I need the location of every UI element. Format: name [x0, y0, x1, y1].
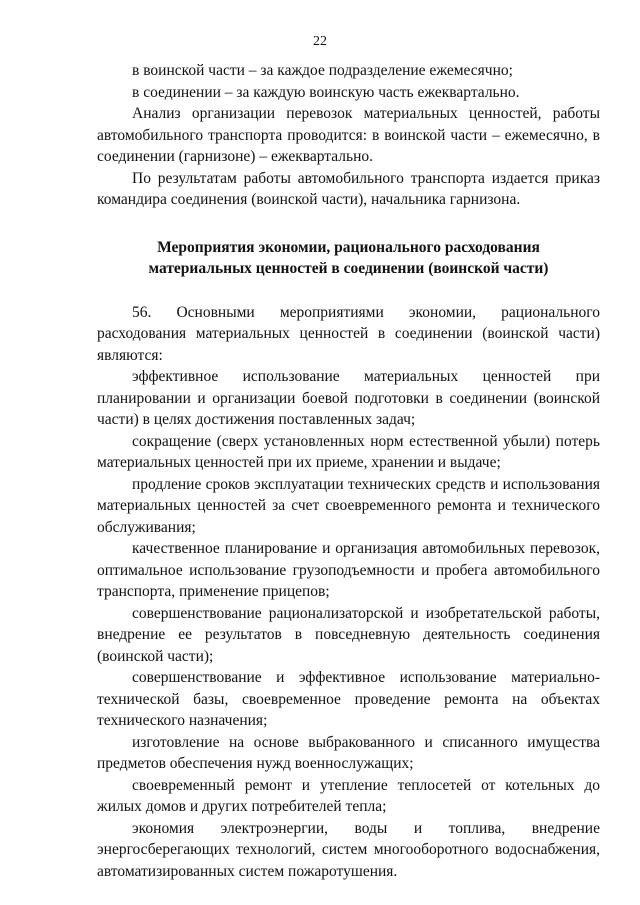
- page-number: 22: [313, 34, 327, 49]
- list-item: сокращение (сверх установленных норм естественной убыли) потерь материальных ценностей при их приеме, хранении и выдаче;: [97, 432, 600, 471]
- paragraph: в воинской части – за каждое подразделение ежемесячно;: [132, 62, 513, 79]
- list-item: продление сроков эксплуатации технических средств и использования материальных ценностей за счет своевременного ремонта и технического обслуживания;: [97, 475, 600, 536]
- paragraph: Анализ организации перевозок материальных ценностей, работы автомобильного транспорта проводится: в воинской части – ежемесячно, в соединении (гарнизоне) – ежеквартально.: [97, 105, 600, 165]
- list-item: эффективное использование материальных ценностей при планировании и организации боевой подготовки в соединении (воинской части) в целях достижения поставленных задач;: [97, 368, 600, 428]
- paragraph: в соединении – за каждую воинскую часть ежеквартально.: [132, 83, 520, 101]
- paragraph: 56. Основными мероприятиями экономии, рационального расходования материальных ценностей в соединении (воинской части) являются:: [97, 303, 600, 364]
- section-heading-line: Мероприятия экономии, рационального расходования: [157, 238, 540, 256]
- paragraph: По результатам работы автомобильного транспорта издается приказ командира соединения (воинской части), начальника гарнизона.: [97, 169, 600, 208]
- list-item: изготовление на основе выбракованного и списанного имущества предметов обеспечения нужд военнослужащих;: [97, 733, 600, 772]
- list-item: совершенствование и эффективное использование материально-технической базы, своевременное проведение ремонта на объектах технического назначения;: [97, 669, 600, 729]
- section-heading: [97, 237, 600, 279]
- list-item: своевременный ремонт и утепление теплосетей от котельных до жилых домов и других потребителей тепла;: [97, 776, 600, 815]
- section-heading-line: материальных ценностей в соединении (воинской части): [148, 259, 549, 277]
- list-item: качественное планирование и организация автомобильных перевозок, оптимальное использование грузоподъемности и пробега автомобильного транспорта, применение прицепов;: [97, 540, 600, 600]
- list-item: экономия электроэнергии, воды и топлива, внедрение энергосберегающих технологий, систем многооборотного водоснабжения, автоматизированных систем пожаротушения.: [97, 819, 600, 880]
- document-body: [97, 60, 600, 882]
- list-item: совершенствование рационализаторской и изобретательской работы, внедрение ее результатов в повседневную деятельность соединения (воинской части);: [97, 604, 600, 665]
